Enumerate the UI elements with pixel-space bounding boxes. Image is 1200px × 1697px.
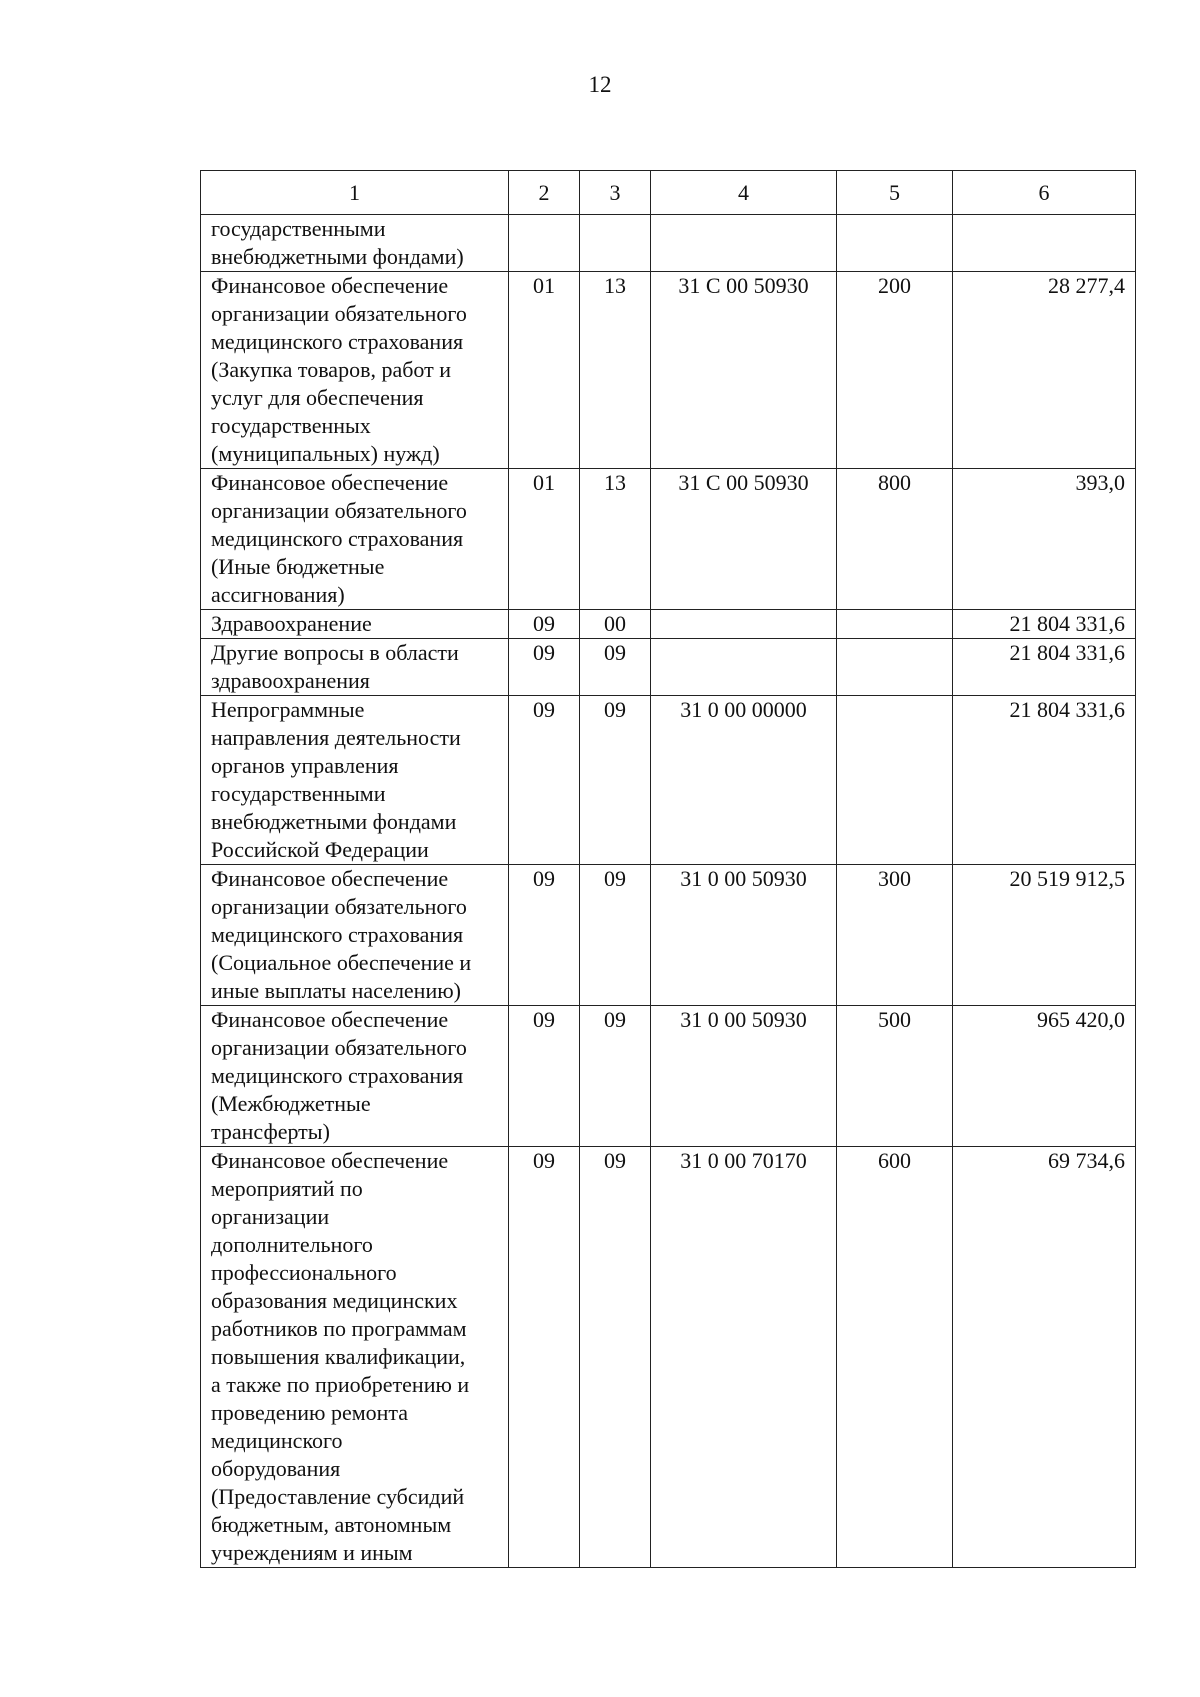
column-header: 5 bbox=[837, 171, 953, 215]
table-row bbox=[201, 639, 1136, 696]
section-code-cell: 09 bbox=[509, 865, 580, 1006]
section-code-cell: 09 bbox=[509, 696, 580, 865]
target-article-cell: 31 0 00 50930 bbox=[651, 865, 837, 1006]
budget-table bbox=[200, 170, 1136, 1568]
subsection-code-cell: 09 bbox=[580, 865, 651, 1006]
amount-cell: 21 804 331,6 bbox=[953, 610, 1136, 639]
table-header bbox=[201, 171, 1136, 215]
section-code-cell: 01 bbox=[509, 469, 580, 610]
table-row bbox=[201, 1147, 1136, 1568]
item-name-cell: Финансовое обеспечение организации обязательного медицинского страхования (Межбюджетные трансферты) bbox=[201, 1006, 509, 1147]
table-row bbox=[201, 215, 1136, 272]
subsection-code-cell bbox=[580, 215, 651, 272]
subsection-code-cell: 09 bbox=[580, 639, 651, 696]
subsection-code-cell: 13 bbox=[580, 272, 651, 469]
item-name-cell: Непрограммные направления деятельности органов управления государственными внебюджетными фондами Российской Федерации bbox=[201, 696, 509, 865]
table-row bbox=[201, 610, 1136, 639]
section-code-cell: 09 bbox=[509, 1006, 580, 1147]
table-row bbox=[201, 1006, 1136, 1147]
item-name-cell: государственными внебюджетными фондами) bbox=[201, 215, 509, 272]
target-article-cell bbox=[651, 215, 837, 272]
expense-type-cell: 300 bbox=[837, 865, 953, 1006]
target-article-cell bbox=[651, 610, 837, 639]
section-code-cell: 09 bbox=[509, 639, 580, 696]
amount-cell bbox=[953, 215, 1136, 272]
target-article-cell: 31 0 00 50930 bbox=[651, 1006, 837, 1147]
amount-cell: 21 804 331,6 bbox=[953, 696, 1136, 865]
expense-type-cell bbox=[837, 639, 953, 696]
header-row bbox=[201, 171, 1136, 215]
target-article-cell: 31 0 00 70170 bbox=[651, 1147, 837, 1568]
page-number: 12 bbox=[588, 72, 612, 97]
target-article-cell: 31 С 00 50930 bbox=[651, 469, 837, 610]
column-header: 1 bbox=[201, 171, 509, 215]
expense-type-cell bbox=[837, 215, 953, 272]
amount-cell: 965 420,0 bbox=[953, 1006, 1136, 1147]
section-code-cell: 01 bbox=[509, 272, 580, 469]
section-code-cell: 09 bbox=[509, 610, 580, 639]
expense-type-cell: 600 bbox=[837, 1147, 953, 1568]
amount-cell: 69 734,6 bbox=[953, 1147, 1136, 1568]
subsection-code-cell: 00 bbox=[580, 610, 651, 639]
target-article-cell bbox=[651, 639, 837, 696]
table-row bbox=[201, 272, 1136, 469]
expense-type-cell bbox=[837, 696, 953, 865]
amount-cell: 20 519 912,5 bbox=[953, 865, 1136, 1006]
section-code-cell bbox=[509, 215, 580, 272]
subsection-code-cell: 13 bbox=[580, 469, 651, 610]
column-header: 6 bbox=[953, 171, 1136, 215]
item-name-cell: Финансовое обеспечение мероприятий по организации дополнительного профессионального образования медицинских работников по программам повышения квалификации, а также по приобретению и проведению ремонта медицинского оборудования (Предоставление субсидий бюджетным, автономным учреждениям и иным bbox=[201, 1147, 509, 1568]
column-header: 4 bbox=[651, 171, 837, 215]
amount-cell: 21 804 331,6 bbox=[953, 639, 1136, 696]
subsection-code-cell: 09 bbox=[580, 696, 651, 865]
item-name-cell: Финансовое обеспечение организации обязательного медицинского страхования (Социальное обеспечение и иные выплаты населению) bbox=[201, 865, 509, 1006]
table-body bbox=[201, 215, 1136, 1568]
amount-cell: 28 277,4 bbox=[953, 272, 1136, 469]
column-header: 2 bbox=[509, 171, 580, 215]
column-header: 3 bbox=[580, 171, 651, 215]
table-row bbox=[201, 696, 1136, 865]
expense-type-cell: 200 bbox=[837, 272, 953, 469]
expense-type-cell: 800 bbox=[837, 469, 953, 610]
amount-cell: 393,0 bbox=[953, 469, 1136, 610]
target-article-cell: 31 0 00 00000 bbox=[651, 696, 837, 865]
target-article-cell: 31 С 00 50930 bbox=[651, 272, 837, 469]
item-name-cell: Финансовое обеспечение организации обязательного медицинского страхования (Иные бюджетные ассигнования) bbox=[201, 469, 509, 610]
section-code-cell: 09 bbox=[509, 1147, 580, 1568]
table-row bbox=[201, 469, 1136, 610]
subsection-code-cell: 09 bbox=[580, 1147, 651, 1568]
item-name-cell: Финансовое обеспечение организации обязательного медицинского страхования (Закупка товаров, работ и услуг для обеспечения государственных (муниципальных) нужд) bbox=[201, 272, 509, 469]
item-name-cell: Здравоохранение bbox=[201, 610, 509, 639]
table-row bbox=[201, 865, 1136, 1006]
expense-type-cell: 500 bbox=[837, 1006, 953, 1147]
item-name-cell: Другие вопросы в области здравоохранения bbox=[201, 639, 509, 696]
expense-type-cell bbox=[837, 610, 953, 639]
subsection-code-cell: 09 bbox=[580, 1006, 651, 1147]
